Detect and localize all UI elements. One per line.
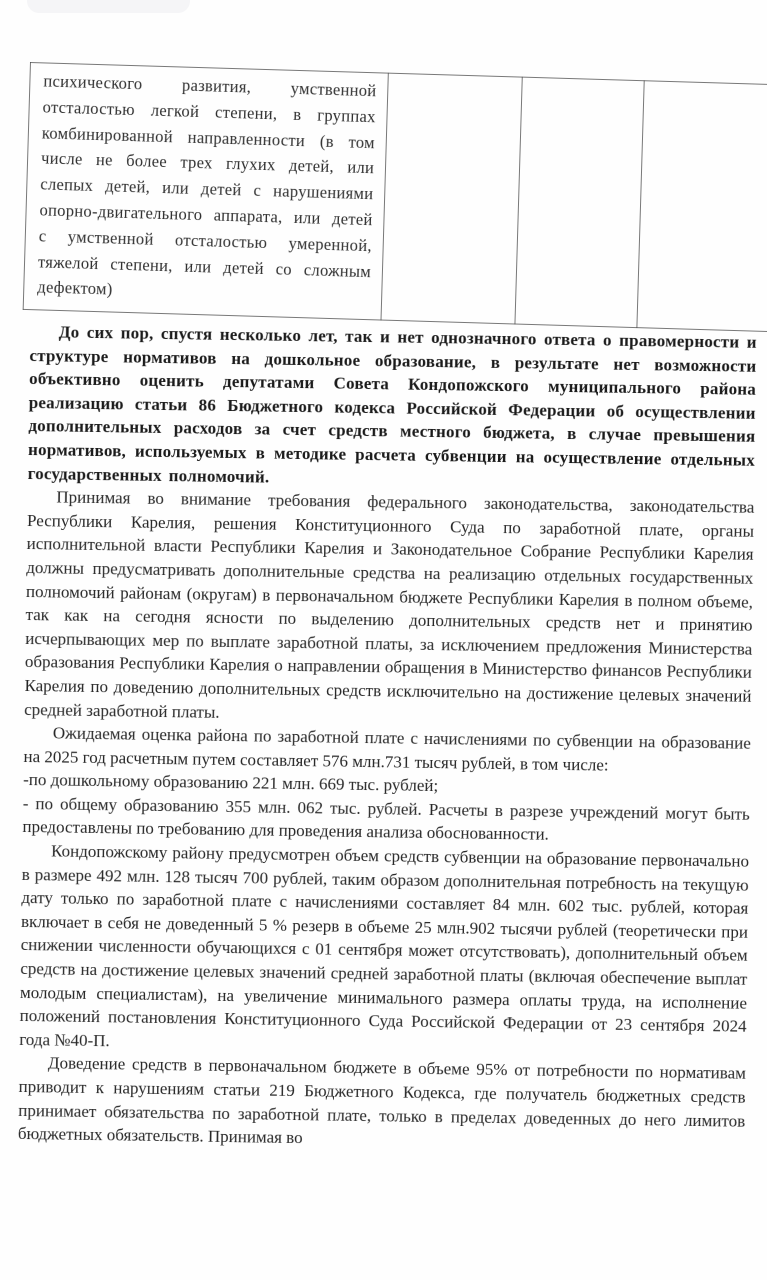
table-cell-description (23, 63, 388, 321)
paragraph-bold-intro: До сих пор, спустя несколько лет, так и нет однозначного ответа о правомерности и структуре нормативов на дошкольное образование, в результате нет возможности объективно оценить депутатами Совета Кондопожского муниципального района реализацию статьи 86 Бюджетного кодекса Российской Федерации об осуществлении дополнительных расходов за счет средств местного бюджета, в случае превышения нормативов, используемых в методике расчета субвенции на осуществление отдельных государственных полномочий. (27, 322, 757, 487)
paragraph-budget-95-percent: Доведение средств в первоначальном бюджете в объеме 95% от потребности по нормативам приводит к нарушениям статьи 219 Бюджетного Кодекса, где получатель бюджетных средств принимает обязательства по заработной плате, только в пределах доведенных до него лимитов бюджетных обязательств. Принимая во (17, 1053, 747, 1148)
paragraph-kondopoga-subvention: Кондопожскому району предусмотрен объем средств субвенции на образование первоначально в размере 492 млн. 128 тысяч 700 рублей, таким образом дополнительная потребность на текущую дату только по заработной плате с начислениями составляет 84 млн. 602 тыс. рублей, которая включает в себя не доведенный 5 % резерв в объеме 25 млн.902 тысячи рублей (теоретически при снижении численности обучающихся с 01 сентября может отсутствовать), дополнительный объем средств на достижение целевых значений средней заработной платы (включая обеспечение выплат молодым специалистам), на увеличение минимального размера оплаты труда, на исполнение положений постановления Конституционного Суда Российской Федерации от 23 сентября 2024 года №40-П. (19, 841, 750, 1051)
scan-corner-artifact (27, 0, 190, 13)
paragraph-karelia-legislation: Принимая во внимание требования федерального законодательства, законодательства Республики Карелия, решения Конституционного Суда по заработной плате, органы исполнительной власти Республики Карелия и Законодательное Собрание Республики Карелия должны предусматривать дополнительные средства на реализацию отдельных государственных полномочий районам (округам) в первоначальном бюджете Республики Карелия в полном объеме, так как на сегодня ясности по выделению дополнительных средств нет и принятию исчерпывающих мер по выплате заработной платы, за исключением предложения Министерства образования Республики Карелия о направлении обращения в Министерство финансов Республики Карелия по доведению дополнительных средств исключительно на достижение целевых значений средней заработной платы. (24, 487, 755, 722)
table-cell-empty-1 (381, 73, 522, 324)
document-body-text (18, 320, 757, 1156)
document-table-fragment (23, 62, 767, 333)
table-cell-text: психического развития, умственной отсталостью легкой степени, в группах комбинированной направленности (в том числе не более трех глухих детей, или слепых детей, или детей с нарушениями опорно-двигательного аппарата, или детей с умственной отсталостью умеренной, тяжелой степени, или детей со сложным дефектом) (37, 71, 377, 299)
table-cell-empty-3 (637, 81, 767, 333)
paragraph-preschool-item: -по дошкольному образованию 221 млн. 669 тыс. рублей; (23, 770, 439, 796)
table-row (23, 63, 767, 333)
table-cell-empty-2 (515, 77, 644, 328)
paragraph-general-education-item: - по общему образованию 355 млн. 062 тыс. рублей. Расчеты в разрезе учреждений могут быть предоставлены по требованию для проведения анализа обоснованности. (22, 793, 750, 845)
paragraph-expected-estimate: Ожидаемая оценка района по заработной плате с начислениями по субвенции на образование на 2025 год расчетным путем составляет 576 млн.731 тысяч рублей, в том числе: (23, 723, 751, 775)
